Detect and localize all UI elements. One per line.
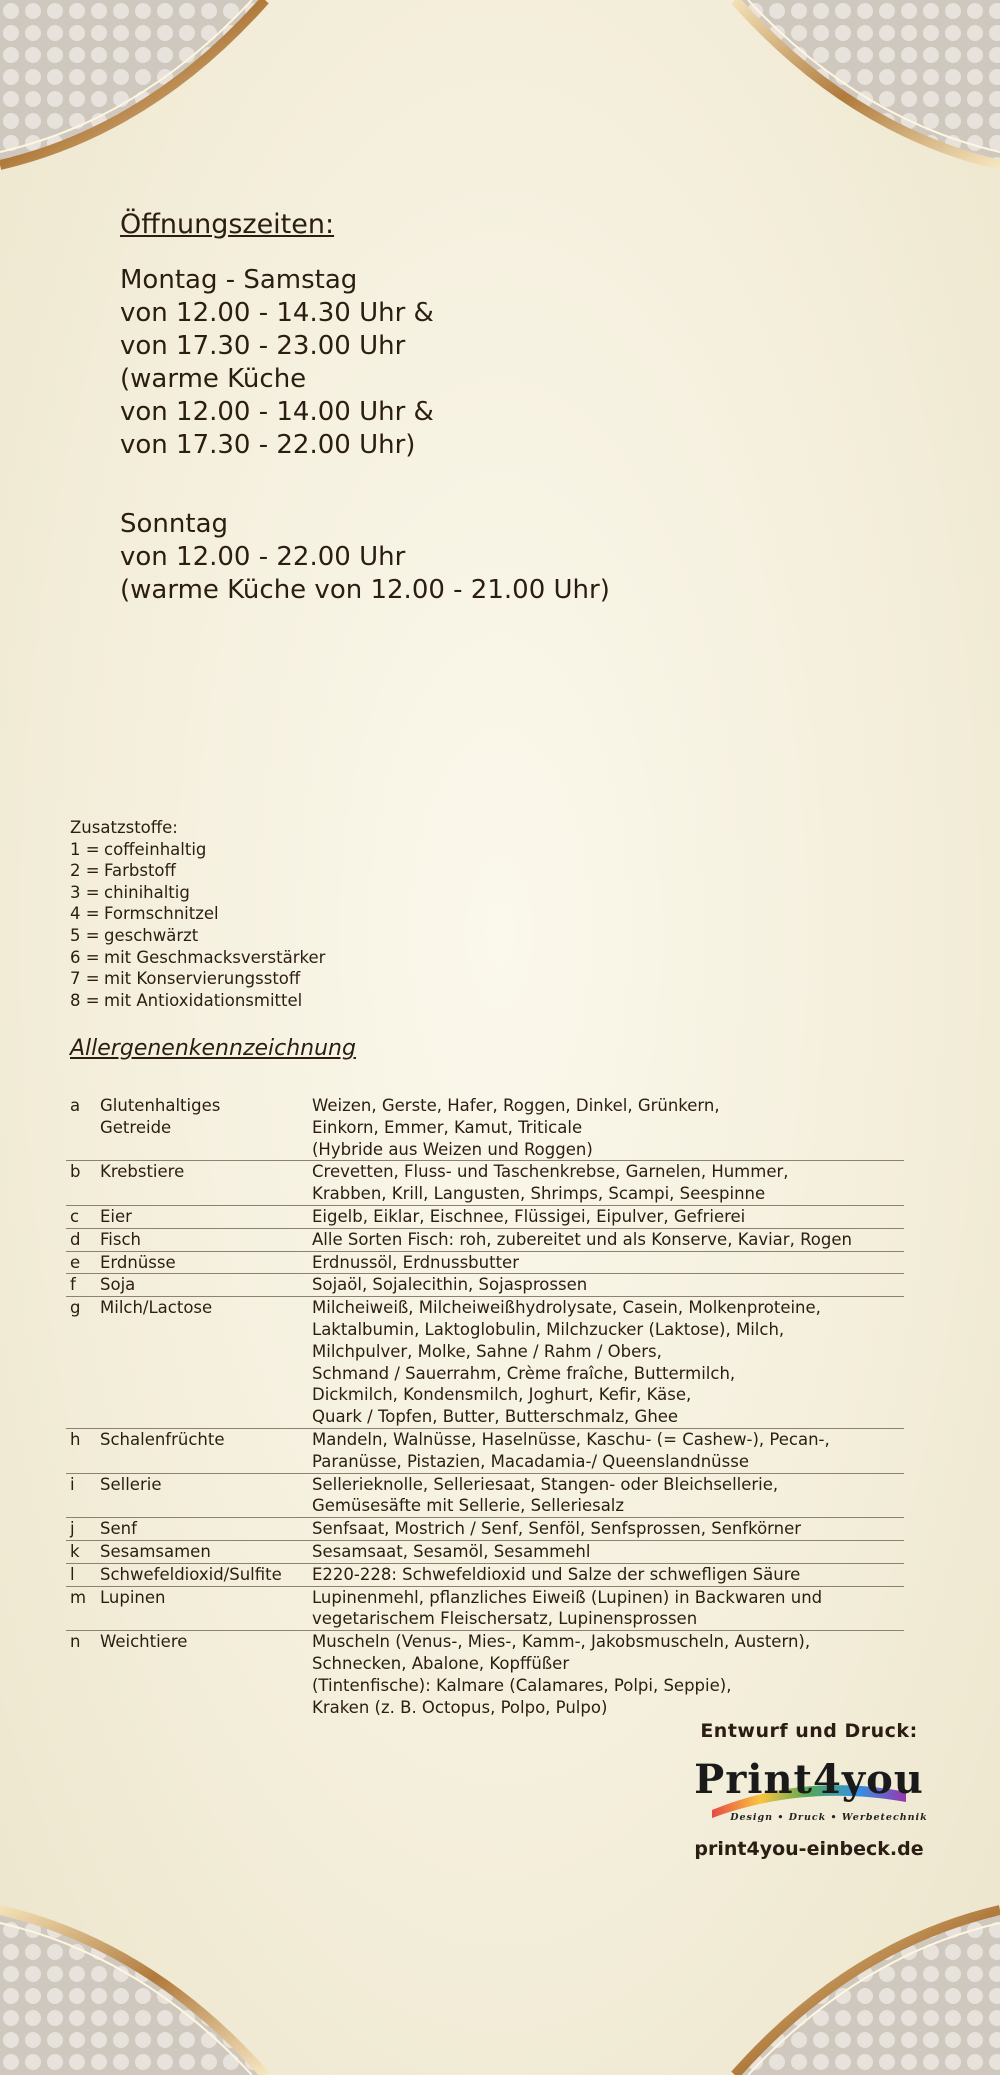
allergen-description-line: Muscheln (Venus-, Mies-, Kamm-, Jakobsmuscheln, Austern), bbox=[312, 1632, 811, 1652]
allergen-description-line: Crevetten, Fluss- und Taschenkrebse, Garnelen, Hummer, bbox=[312, 1162, 789, 1182]
allergen-row bbox=[66, 1587, 904, 1632]
allergen-name bbox=[100, 1518, 312, 1540]
allergen-description-line: Milcheiweiß, Milcheiweißhydrolysate, Casein, Molkenproteine, bbox=[312, 1298, 821, 1318]
allergen-description-line: Erdnussöl, Erdnussbutter bbox=[312, 1252, 519, 1272]
additive-item bbox=[70, 990, 570, 1012]
allergen-description bbox=[312, 1564, 904, 1586]
allergen-name-line: Weichtiere bbox=[100, 1632, 188, 1652]
allergen-description-line: Milchpulver, Molke, Sahne / Rahm / Obers, bbox=[312, 1341, 662, 1361]
allergen-description-line: Gemüsesäfte mit Sellerie, Selleriesalz bbox=[312, 1496, 625, 1516]
allergen-code: c bbox=[70, 1206, 80, 1226]
allergen-name-line: Schalenfrüchte bbox=[100, 1429, 225, 1449]
sunday-hours bbox=[120, 508, 880, 607]
allergen-name bbox=[100, 1429, 312, 1473]
allergen-description-line: Sojaöl, Sojalecithin, Sojasprossen bbox=[312, 1275, 588, 1295]
allergen-description bbox=[312, 1274, 904, 1296]
allergen-name bbox=[100, 1564, 312, 1586]
allergen-description bbox=[312, 1518, 904, 1540]
additive-item bbox=[70, 860, 570, 882]
weekday-hours-line: (warme Küche bbox=[120, 364, 307, 394]
logo-tagline: Design • Druck • Werbetechnik bbox=[730, 1812, 928, 1823]
credit-title: Entwurf und Druck: bbox=[700, 1720, 918, 1742]
weekday-hours-line: von 17.30 - 22.00 Uhr) bbox=[120, 430, 416, 460]
allergen-description bbox=[312, 1161, 904, 1205]
allergen-description bbox=[312, 1429, 904, 1473]
allergen-description-line: E220-228: Schwefeldioxid und Salze der schwefligen Säure bbox=[312, 1564, 801, 1584]
additive-label: mit Konservierungsstoff bbox=[104, 969, 301, 989]
allergen-description-line: Einkorn, Emmer, Kamut, Triticale bbox=[312, 1117, 583, 1137]
allergen-row bbox=[66, 1206, 904, 1229]
allergen-description-line: (Tintenfische): Kalmare (Calamares, Polpi, Seppie), bbox=[312, 1675, 732, 1695]
allergen-description-line: vegetarischem Fleischersatz, Lupinensprossen bbox=[312, 1609, 698, 1629]
allergen-code: m bbox=[70, 1587, 87, 1607]
allergen-description-line: Dickmilch, Kondensmilch, Joghurt, Kefir, Käse, bbox=[312, 1385, 692, 1405]
allergen-row bbox=[66, 1297, 904, 1429]
allergen-name-line: Schwefeldioxid/Sulfite bbox=[100, 1564, 282, 1584]
allergen-row bbox=[66, 1518, 904, 1541]
additive-number: 4 = bbox=[70, 904, 100, 924]
allergen-description bbox=[312, 1095, 904, 1160]
allergen-description-line: Laktalbumin, Laktoglobulin, Milchzucker (Laktose), Milch, bbox=[312, 1319, 785, 1339]
allergen-description bbox=[312, 1252, 904, 1274]
additive-number: 2 = bbox=[70, 861, 100, 881]
opening-hours bbox=[120, 208, 880, 607]
weekday-hours-line: von 12.00 - 14.30 Uhr & bbox=[120, 298, 434, 328]
additive-label: mit Geschmacksverstärker bbox=[104, 947, 326, 967]
allergen-row bbox=[66, 1252, 904, 1275]
allergen-code: f bbox=[70, 1275, 76, 1295]
additive-number: 7 = bbox=[70, 969, 100, 989]
opening-hours-title: Öffnungszeiten: bbox=[120, 209, 335, 240]
allergen-description bbox=[312, 1587, 904, 1631]
allergen-name bbox=[100, 1631, 312, 1718]
allergen-description-line: Quark / Topfen, Butter, Butterschmalz, Ghee bbox=[312, 1407, 679, 1427]
additive-number: 8 = bbox=[70, 990, 100, 1010]
allergen-code: e bbox=[70, 1252, 81, 1272]
allergen-name-line: Fisch bbox=[100, 1229, 142, 1249]
corner-ornament-top-right bbox=[700, 0, 1000, 200]
allergen-row bbox=[66, 1564, 904, 1587]
allergen-name-line: Sellerie bbox=[100, 1474, 162, 1494]
sunday-hours-line: (warme Küche von 12.00 - 21.00 Uhr) bbox=[120, 575, 610, 605]
allergen-name-line: Eier bbox=[100, 1206, 132, 1226]
allergen-code: l bbox=[70, 1564, 75, 1584]
allergen-name-line: Sesamsamen bbox=[100, 1541, 211, 1561]
allergen-name-line: Getreide bbox=[100, 1117, 172, 1137]
allergen-description-line: Krabben, Krill, Langusten, Shrimps, Scampi, Seespinne bbox=[312, 1184, 766, 1204]
allergen-row bbox=[66, 1541, 904, 1564]
allergen-description bbox=[312, 1631, 904, 1718]
allergen-name-line: Senf bbox=[100, 1519, 137, 1539]
allergen-heading: Allergenenkennzeichnung bbox=[70, 1036, 356, 1061]
allergen-description-line: Mandeln, Walnüsse, Haselnüsse, Kaschu- (= Cashew-), Pecan-, bbox=[312, 1429, 830, 1449]
allergen-code: n bbox=[70, 1632, 81, 1652]
allergen-description bbox=[312, 1474, 904, 1518]
additive-label: chinihaltig bbox=[104, 882, 190, 902]
weekday-hours-line: von 17.30 - 23.00 Uhr bbox=[120, 331, 406, 361]
allergen-description-line: Sesamsaat, Sesamöl, Sesammehl bbox=[312, 1541, 591, 1561]
additive-label: Farbstoff bbox=[104, 861, 176, 881]
allergen-description-line: Senfsaat, Mostrich / Senf, Senföl, Senfsprossen, Senfkörner bbox=[312, 1519, 802, 1539]
allergen-description bbox=[312, 1541, 904, 1563]
allergen-row bbox=[66, 1229, 904, 1252]
additive-number: 6 = bbox=[70, 947, 100, 967]
additive-item bbox=[70, 968, 570, 990]
allergen-description-line: (Hybride aus Weizen und Roggen) bbox=[312, 1139, 593, 1159]
allergen-code: k bbox=[70, 1541, 80, 1561]
additive-item bbox=[70, 947, 570, 969]
allergen-row bbox=[66, 1095, 904, 1161]
allergen-row bbox=[66, 1631, 904, 1718]
allergen-name-line: Erdnüsse bbox=[100, 1252, 176, 1272]
allergen-table bbox=[66, 1095, 904, 1718]
allergen-code: b bbox=[70, 1162, 81, 1182]
additive-number: 1 = bbox=[70, 839, 100, 859]
print-credit bbox=[684, 1720, 934, 1860]
print4you-logo bbox=[684, 1752, 934, 1832]
allergen-name bbox=[100, 1274, 312, 1296]
allergen-description bbox=[312, 1297, 904, 1428]
additives-list bbox=[70, 817, 570, 1011]
allergen-description-line: Kraken (z. B. Octopus, Polpo, Pulpo) bbox=[312, 1697, 608, 1717]
additives-title: Zusatzstoffe: bbox=[70, 818, 178, 837]
additive-label: geschwärzt bbox=[104, 925, 199, 945]
corner-ornament-bottom-right bbox=[700, 1875, 1000, 2075]
allergen-name bbox=[100, 1474, 312, 1518]
allergen-name bbox=[100, 1206, 312, 1228]
allergen-description-line: Weizen, Gerste, Hafer, Roggen, Dinkel, Grünkern, bbox=[312, 1096, 720, 1115]
sunday-hours-line: von 12.00 - 22.00 Uhr bbox=[120, 542, 406, 572]
allergen-name-line: Krebstiere bbox=[100, 1162, 185, 1182]
additive-number: 5 = bbox=[70, 925, 100, 945]
allergen-name-line: Lupinen bbox=[100, 1587, 166, 1607]
allergen-description-line: Schmand / Sauerrahm, Crème fraîche, Buttermilch, bbox=[312, 1363, 736, 1383]
logo-wordmark: Print4you bbox=[694, 1756, 924, 1803]
allergen-code: g bbox=[70, 1298, 81, 1318]
allergen-name bbox=[100, 1252, 312, 1274]
sunday-hours-line: Sonntag bbox=[120, 509, 228, 539]
allergen-description-line: Sellerieknolle, Selleriesaat, Stangen- oder Bleichsellerie, bbox=[312, 1474, 779, 1494]
allergen-description-line: Paranüsse, Pistazien, Macadamia-/ Queenslandnüsse bbox=[312, 1451, 749, 1471]
additive-item bbox=[70, 903, 570, 925]
allergen-description bbox=[312, 1206, 904, 1228]
allergen-name bbox=[100, 1541, 312, 1563]
additive-item bbox=[70, 839, 570, 861]
allergen-name bbox=[100, 1095, 312, 1160]
additive-number: 3 = bbox=[70, 882, 100, 902]
allergen-code: a bbox=[70, 1096, 81, 1115]
website-url[interactable]: print4you-einbeck.de bbox=[694, 1838, 924, 1860]
allergen-description-line: Eigelb, Eiklar, Eischnee, Flüssigei, Eipulver, Gefrierei bbox=[312, 1206, 746, 1226]
allergen-description bbox=[312, 1229, 904, 1251]
allergen-name-line: Glutenhaltiges bbox=[100, 1096, 221, 1115]
weekday-hours-line: von 12.00 - 14.00 Uhr & bbox=[120, 397, 434, 427]
corner-ornament-bottom-left bbox=[0, 1875, 300, 2075]
additive-label: mit Antioxidationsmittel bbox=[104, 990, 303, 1010]
allergen-name bbox=[100, 1161, 312, 1205]
corner-ornament-top-left bbox=[0, 0, 300, 200]
allergen-name bbox=[100, 1229, 312, 1251]
weekday-hours-line: Montag - Samstag bbox=[120, 265, 358, 295]
weekday-hours bbox=[120, 264, 880, 462]
allergen-code: h bbox=[70, 1429, 81, 1449]
allergen-code: j bbox=[70, 1519, 75, 1539]
additive-label: Formschnitzel bbox=[104, 904, 219, 924]
allergen-row bbox=[66, 1429, 904, 1474]
allergen-description-line: Schnecken, Abalone, Kopffüßer bbox=[312, 1653, 570, 1673]
allergen-name-line: Soja bbox=[100, 1275, 136, 1295]
allergen-name-line: Milch/Lactose bbox=[100, 1298, 213, 1318]
additive-label: coffeinhaltig bbox=[104, 839, 207, 859]
allergen-name bbox=[100, 1587, 312, 1631]
additive-item bbox=[70, 882, 570, 904]
allergen-row bbox=[66, 1474, 904, 1519]
allergen-description-line: Alle Sorten Fisch: roh, zubereitet und als Konserve, Kaviar, Rogen bbox=[312, 1229, 852, 1249]
allergen-row bbox=[66, 1274, 904, 1297]
allergen-code: d bbox=[70, 1229, 81, 1249]
allergen-description-line: Lupinenmehl, pflanzliches Eiweiß (Lupinen) in Backwaren und bbox=[312, 1587, 823, 1607]
allergen-code: i bbox=[70, 1474, 75, 1494]
allergen-row bbox=[66, 1161, 904, 1206]
additive-item bbox=[70, 925, 570, 947]
allergen-name bbox=[100, 1297, 312, 1428]
